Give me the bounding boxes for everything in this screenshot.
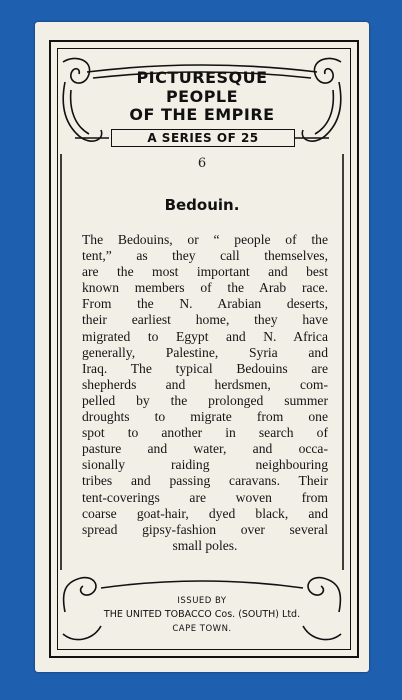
footer-company: THE UNITED TOBACCO Cos. (SOUTH) Ltd. bbox=[103, 609, 301, 620]
series-label: A SERIES OF 25 bbox=[111, 129, 295, 147]
body-line: From the N. Arabian deserts, bbox=[82, 296, 328, 312]
body-line: sionally raiding neighbouring bbox=[82, 457, 328, 473]
card-title-line-2: PEOPLE bbox=[165, 87, 239, 106]
footer-issued-by: ISSUED BY bbox=[177, 596, 227, 606]
body-line: migrated to Egypt and N. Africa bbox=[82, 328, 328, 344]
card-title-line-1: PICTURESQUE bbox=[136, 68, 268, 87]
body-line: their earliest home, they have bbox=[82, 312, 328, 328]
body-line: generally, Palestine, Syria and bbox=[82, 344, 328, 360]
card-number: 6 bbox=[197, 156, 207, 171]
body-line: spread gipsy-fashion over several bbox=[82, 521, 328, 537]
body-line: spot to another in search of bbox=[82, 425, 328, 441]
body-line: tribes and passing caravans. Their bbox=[82, 473, 328, 489]
card-title-line-3: OF THE EMPIRE bbox=[129, 105, 275, 124]
body-line-last: small poles. bbox=[172, 537, 238, 553]
footer-location: CAPE TOWN. bbox=[172, 624, 232, 634]
body-line: The Bedouins, or “ people of the bbox=[82, 232, 328, 247]
body-line: Iraq. The typical Bedouins are bbox=[82, 360, 328, 376]
body-line: known members of the Arab race. bbox=[82, 280, 328, 296]
body-line: pasture and water, and occa- bbox=[82, 441, 328, 457]
body-line: pelled by the prolonged summer bbox=[82, 392, 328, 408]
card-heading: Bedouin. bbox=[164, 196, 240, 214]
card-body-text bbox=[82, 232, 328, 554]
body-line: tent,” as they call themselves, bbox=[82, 248, 328, 264]
body-line: droughts to migrate from one bbox=[82, 409, 328, 425]
body-line: coarse goat-hair, dyed black, and bbox=[82, 505, 328, 521]
body-line: shepherds and herdsmen, com- bbox=[82, 376, 328, 392]
cigarette-card bbox=[35, 22, 369, 672]
body-line: tent-coverings are woven from bbox=[82, 489, 328, 505]
body-line: are the most important and best bbox=[82, 264, 328, 280]
